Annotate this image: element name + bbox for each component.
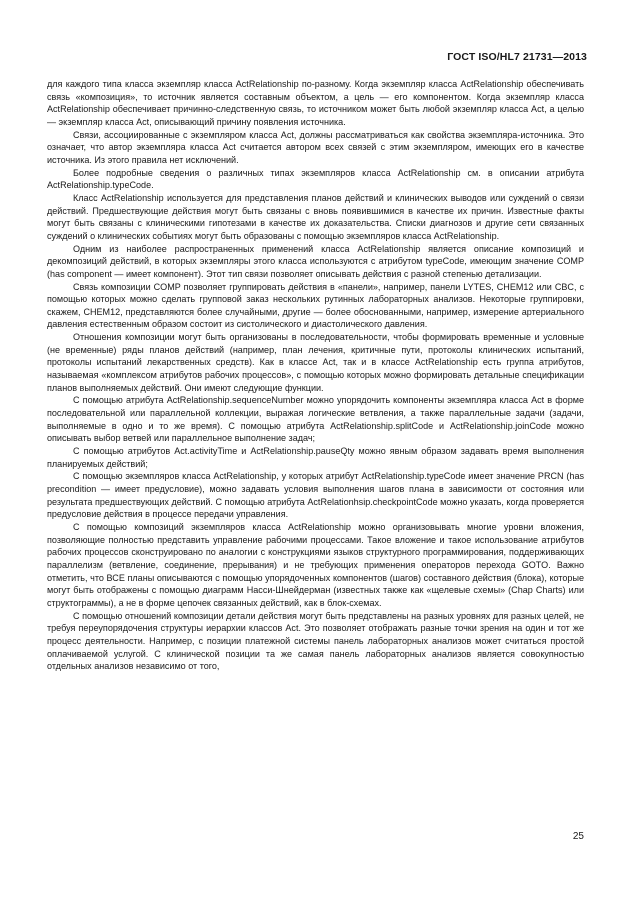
paragraph: Более подробные сведения о различных типах экземпляров класса ActRelationship см. в описании атрибута ActRelationship.typeCode. [47,167,584,191]
paragraph: С помощью отношений композиции детали действия могут быть представлены на разных уровнях для разных целей, не требуя переупорядочения структуры иерархии классов Act. Это позволяет отображать разные точки зрения на один и тот же процесс деятельности. Например, с позиции платежной системы панель лабораторных анализов может считаться простой оплачиваемой услугой. С клинической позиции та же самая панель лабораторных анализов является совокупностью отдельных анализов независимо от того, [47,610,584,672]
standard-header: ГОСТ ISO/HL7 21731—2013 [447,51,587,63]
page-number: 25 [572,831,584,842]
paragraph: Одним из наиболее распространенных применений класса ActRelationship является описание композиций и декомпозиций действий, в которых экземпляры этого класса используются с атрибутом typeCode, имеющим значение COMP (has component — имеет компонент). Этот тип связи позволяет описывать действия с разной степенью детализации. [47,243,584,279]
paragraph: Отношения композиции могут быть организованы в последовательности, чтобы формировать временные и условные (не временные) ряды планов действий (например, план лечения, критичные пути, протоколы клинических испытаний, протоколы испытаний лекарственных средств). Как в классе Act, так и в классе ActRelationship есть группа атрибутов, называемая «комплексом атрибутов рабочих процессов», с помощью которых можно формировать детальные спецификации планов выполняемых действий. Они имеют следующие функции. [47,332,584,393]
paragraph: Связь композиции COMP позволяет группировать действия в «панели», например, панели LYTES, CHEM12 или CBC, с помощью которых можно сделать групповой заказ нескольких рутинных лабораторных анализов. Некоторые группировки, скажем, CHEM12, представляются более случайными, другие — более обоснованными, например, измерение артериального давления естественным образом состоит из систолического и диастолического давления. [47,281,584,330]
paragraph: С помощью атрибута ActRelationship.sequenceNumber можно упорядочить компоненты экземпляра класса Act в форме последовательной или параллельной коллекции, выражая логические ветвления, а также параллельные задачи (задачи, выполняемые в одно и то же время). С помощью атрибута ActRelationship.splitCode и ActRelationship.joinCode можно описывать выбор ветвей или параллельное выполнение задач; [47,395,584,444]
body-text [47,78,584,673]
paragraph: С помощью экземпляров класса ActRelationship, у которых атрибут ActRelationship.typeCode имеет значение PRCN (has precondition — имеет предусловие), можно задавать условия выполнения шагов плана в зависимости от состояния или результата предшествующих действий. С помощью атрибута ActRelationhsip.checkpointCode можно указать, когда проверяется предусловие действия в процессе передачи управления. [47,471,584,520]
paragraph-continuation: для каждого типа класса экземпляр класса ActRelationship по-разному. Когда экземпляр класса ActRelationship обеспечивать связь «композиция», то источник является составным объектом, а цель — его компонентом. Когда экземпляр класса ActRelationship обеспечивает причинно-следственную связь, то источником может быть любой экземпляр класса Act, а целью — экземпляр класса Act, описывающий причину появления источника. [47,79,584,127]
paragraph: Класс ActRelationship используется для представления планов действий и клинических выводов или суждений о связи действий. Предшествующие действия могут быть связаны с вновь появившимися в качестве их причин. Известные факты могут быть связаны с клиническими гипотезами в качестве их доказательства. Списки диагнозов и другие сети связанных суждений о клинических событиях могут быть образованы с помощью экземпляров класса ActRelationship. [47,192,584,241]
paragraph: С помощью атрибутов Act.activityTime и ActRelationship.pauseQty можно явным образом задавать время выполнения планируемых действий; [47,446,584,469]
paragraph: Связи, ассоциированные с экземпляром класса Act, должны рассматриваться как свойства экземпляра-источника. Это означает, что автор экземпляра класса Act считается автором всех связей с этим экземпляром, имеющих его в качестве источника. Из этого правила нет исключений. [47,129,584,165]
paragraph: С помощью композиций экземпляров класса ActRelationship можно организовывать многие уровни вложения, позволяющие полностью представить управление рабочими процессами. Такое вложение и такое использование атрибутов рабочих процессов сконструировано по аналогии с конструкциями языков структурного программирования, поддерживающих параллелизм (ветвление, соединение, прерывания) и не требующих применения операторов перехода GOTO. Важно отметить, что ВСЕ планы описываются с помощью упорядоченных компонентов (шагов) составного действия (блока), которые могут быть отображены с помощью диаграмм Насси-Шнейдерман (известных также как «щелевые схемы» (Chap Charts) или структограммы), а не в форме цепочек связанных действий, как в блок-схемах. [47,521,584,608]
